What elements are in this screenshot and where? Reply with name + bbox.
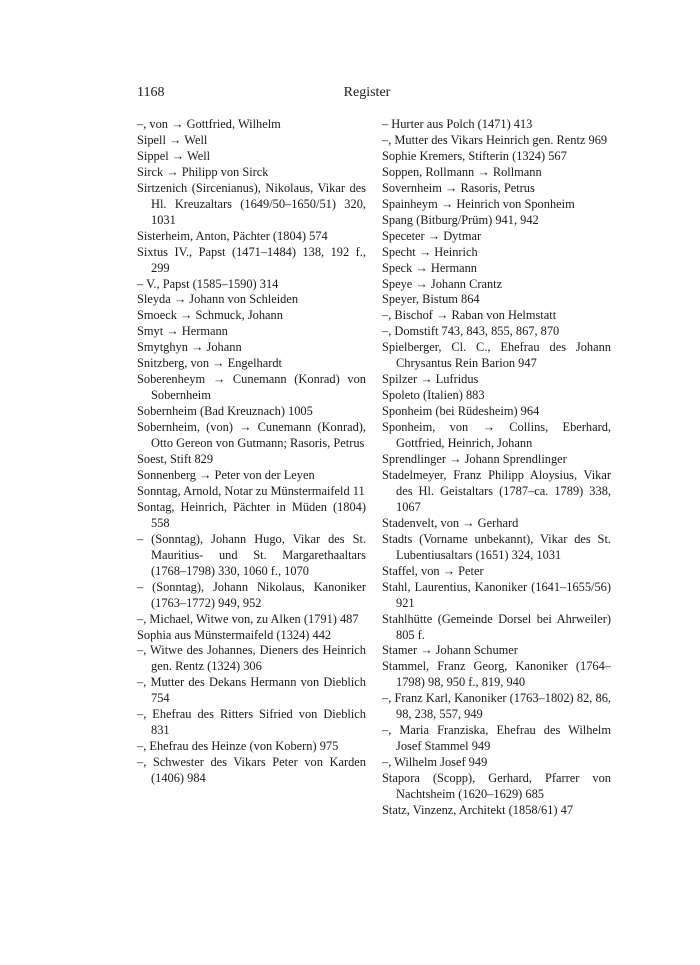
index-entry: –, Wilhelm Josef 949 [382, 755, 488, 770]
index-entry: Sobernheim, (von) → Cunemann (Konrad), Otto Gereon von Gutmann; Rasoris, Petrus [137, 420, 366, 451]
index-column-right [382, 117, 611, 819]
index-entry: Sixtus IV., Papst (1471–1484) 138, 192 f., 299 [137, 244, 366, 275]
index-entry: Stadelmeyer, Franz Philipp Aloysius, Vikar des Hl. Geistaltars (1787–ca. 1789) 338, 1067 [382, 467, 611, 514]
index-entry: Smyt → Hermann [137, 324, 228, 339]
index-entry: –, Franz Karl, Kanoniker (1763–1802) 82, 86, 98, 238, 557, 949 [382, 691, 611, 722]
index-entry: Spang (Bitburg/Prüm) 941, 942 [382, 212, 539, 227]
index-entry: Sponheim (bei Rüdesheim) 964 [382, 404, 540, 419]
index-entry: Speyer, Bistum 864 [382, 292, 480, 307]
index-entry: Sophie Kremers, Stifterin (1324) 567 [382, 148, 567, 163]
page-number: 1168 [137, 85, 165, 100]
index-entry: – (Sonntag), Johann Nikolaus, Kanoniker (1763–1772) 949, 952 [137, 579, 366, 610]
index-entry: –, Michael, Witwe von, zu Alken (1791) 487 [137, 611, 359, 626]
index-entry: Soberenheym → Cunemann (Konrad) von Sobernheim [137, 372, 366, 403]
index-entry: Sleyda → Johann von Schleiden [137, 292, 299, 307]
index-entry: Sontag, Heinrich, Pächter in Müden (1804) 558 [137, 499, 366, 530]
index-entry: –, Schwester des Vikars Peter von Karden (1406) 984 [137, 755, 366, 786]
index-entry: –, Ehefrau des Ritters Sifried von Dieblich 831 [137, 707, 366, 738]
index-entry: Sponheim, von → Collins, Eberhard, Gottfried, Heinrich, Johann [382, 420, 611, 451]
index-entry: Stadts (Vorname unbekannt), Vikar des St. Lubentiusaltars (1651) 324, 1031 [382, 531, 611, 562]
index-entry: Spielberger, Cl. C., Ehefrau des Johann Chrysantus Rein Barion 947 [382, 340, 611, 371]
index-entry: Stapora (Scopp), Gerhard, Pfarrer von Nachtsheim (1620–1629) 685 [382, 771, 611, 802]
index-entry: Speye → Johann Crantz [382, 276, 503, 291]
index-entry: –, Witwe des Johannes, Dieners des Heinrich gen. Rentz (1324) 306 [137, 643, 366, 674]
index-entry: Speceter → Dytmar [382, 228, 482, 243]
index-column-left [137, 117, 366, 787]
index-entry: –, Bischof → Raban von Helmstatt [382, 308, 557, 323]
index-entry: Smoeck → Schmuck, Johann [137, 308, 283, 323]
index-entry: Sirtzenich (Sircenianus), Nikolaus, Vikar des Hl. Kreuzaltars (1649/50–1650/51) 320, 1031 [137, 180, 366, 227]
index-entry: Stahl, Laurentius, Kanoniker (1641–1655/56) 921 [382, 579, 611, 610]
index-entry: Stahlhütte (Gemeinde Dorsel bei Ahrweiler) 805 f. [382, 611, 611, 642]
index-entry: Smytghyn → Johann [137, 340, 242, 355]
index-entry: Statz, Vinzenz, Architekt (1858/61) 47 [382, 802, 574, 817]
index-entry: –, Maria Franziska, Ehefrau des Wilhelm Josef Stammel 949 [382, 723, 611, 754]
index-entry: Spilzer → Lufridus [382, 372, 479, 387]
running-title: Register [343, 85, 391, 100]
index-entry: – (Sonntag), Johann Hugo, Vikar des St. Mauritius- und St. Margarethaaltars (1768–1798) 330, 1060 f., 1070 [137, 531, 366, 578]
index-entry: Snitzberg, von → Engelhardt [137, 356, 282, 371]
index-entry: Sobernheim (Bad Kreuznach) 1005 [137, 404, 313, 419]
index-entry: Sipell → Well [137, 132, 208, 147]
index-entry: –, Mutter des Dekans Hermann von Dieblich 754 [137, 675, 366, 706]
index-entry: Staffel, von → Peter [382, 563, 484, 578]
index-entry: Speck → Hermann [382, 260, 477, 275]
index-entry: Sonntag, Arnold, Notar zu Münstermaifeld 11 [137, 483, 365, 498]
index-entry: Sophia aus Münstermaifeld (1324) 442 [137, 627, 332, 642]
index-entry: Sirck → Philipp von Sirck [137, 164, 269, 179]
index-entry: Sprendlinger → Johann Sprendlinger [382, 452, 567, 467]
index-entry: –, von → Gottfried, Wilhelm [137, 117, 281, 131]
index-entry: Soppen, Rollmann → Rollmann [382, 164, 542, 179]
index-entry: Sippel → Well [137, 148, 211, 163]
index-entry: Stamer → Johann Schumer [382, 643, 518, 658]
index-entry: Spainheym → Heinrich von Sponheim [382, 196, 575, 211]
index-entry: Spoleto (Italien) 883 [382, 388, 485, 403]
page-header [137, 85, 597, 105]
index-entry: – Hurter aus Polch (1471) 413 [382, 117, 533, 131]
index-entry: –, Ehefrau des Heinze (von Kobern) 975 [137, 739, 339, 754]
index-entry: – V., Papst (1585–1590) 314 [137, 276, 279, 291]
index-entry: –, Domstift 743, 843, 855, 867, 870 [382, 324, 560, 339]
index-entry: –, Mutter des Vikars Heinrich gen. Rentz 969 [382, 132, 608, 147]
index-entry: Stadenvelt, von → Gerhard [382, 515, 519, 530]
index-entry: Soest, Stift 829 [137, 452, 214, 467]
index-entry: Sovernheim → Rasoris, Petrus [382, 180, 535, 195]
index-entry: Sisterheim, Anton, Pächter (1804) 574 [137, 228, 328, 243]
index-entry: Stammel, Franz Georg, Kanoniker (1764–1798) 98, 950 f., 819, 940 [382, 659, 611, 690]
index-entry: Sonnenberg → Peter von der Leyen [137, 467, 315, 482]
index-entry: Specht → Heinrich [382, 244, 478, 259]
